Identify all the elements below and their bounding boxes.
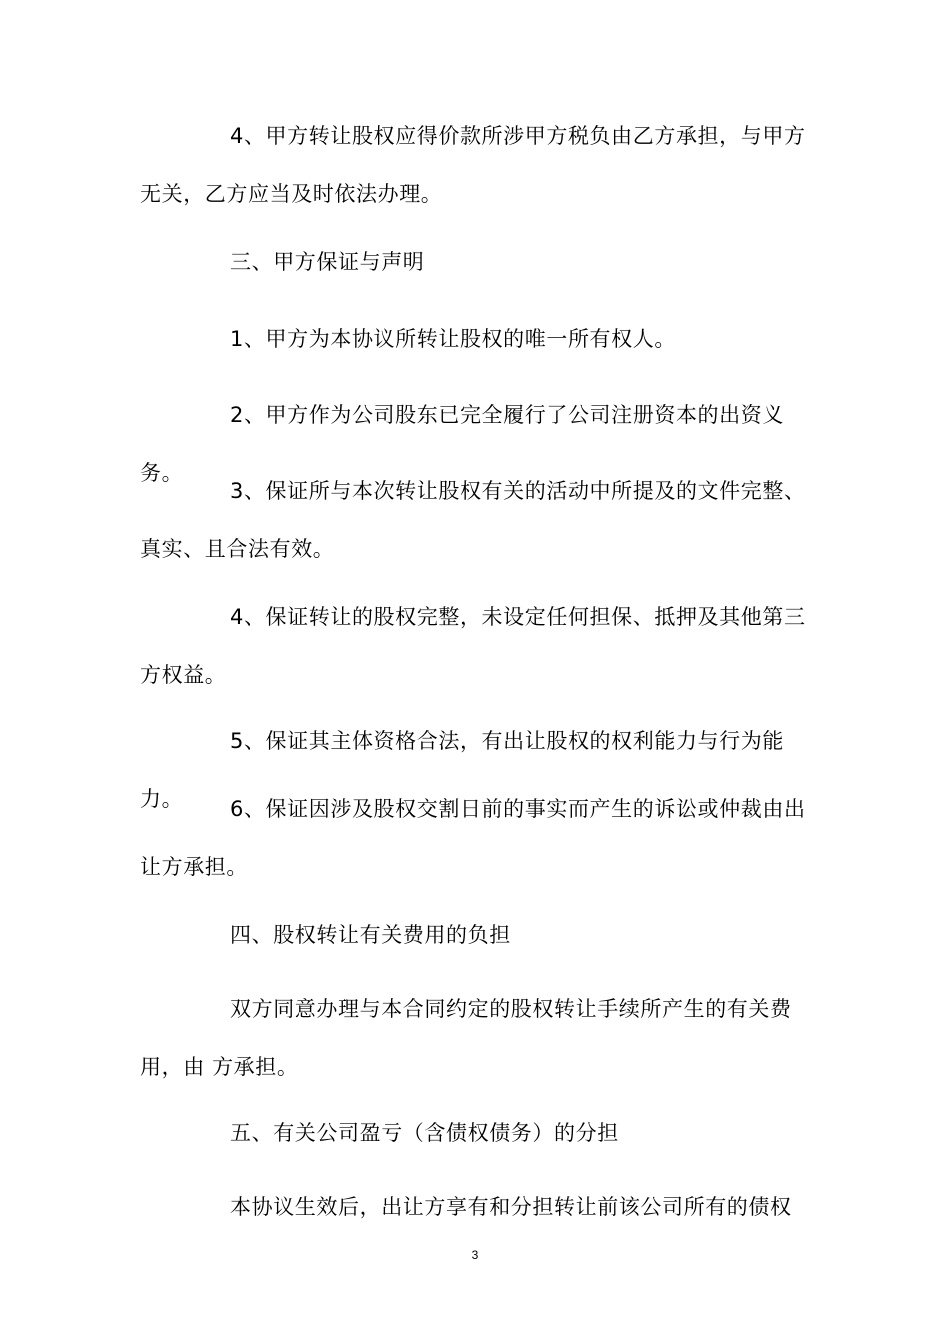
paragraph-legal-capacity: 5、保证其主体资格合法，有出让股权的权利能力与行为能力。 xyxy=(140,729,784,811)
paragraph-capital-obligation: 2、甲方作为公司股东已完全履行了公司注册资本的出资义务。 xyxy=(140,403,784,485)
heading-section-four: 四、股权转让有关费用的负担 xyxy=(230,923,511,947)
paragraph-fees: 双方同意办理与本合同约定的股权转让手续所产生的有关费用，由 方承担。 xyxy=(140,997,792,1079)
paragraph-sole-owner: 1、甲方为本协议所转让股权的唯一所有权人。 xyxy=(230,327,676,351)
heading-section-five: 五、有关公司盈亏（含债权债务）的分担 xyxy=(230,1121,619,1145)
paragraph-litigation: 6、保证因涉及股权交割日前的事实而产生的诉讼或仲裁由出让方承担。 xyxy=(140,797,806,879)
heading-section-three: 三、甲方保证与声明 xyxy=(230,250,425,274)
paragraph-tax-burden: 4、甲方转让股权应得价款所涉甲方税负由乙方承担，与甲方无关，乙方应当及时依法办理。 xyxy=(140,124,806,206)
page-number: 3 xyxy=(471,1248,479,1262)
paragraph-equity-complete: 4、保证转让的股权完整，未设定任何担保、抵押及其他第三方权益。 xyxy=(140,605,806,687)
paragraph-documents-valid: 3、保证所与本次转让股权有关的活动中所提及的文件完整、真实、且合法有效。 xyxy=(140,479,806,561)
paragraph-profit-loss: 本协议生效后，出让方享有和分担转让前该公司所有的债权 xyxy=(230,1195,792,1219)
